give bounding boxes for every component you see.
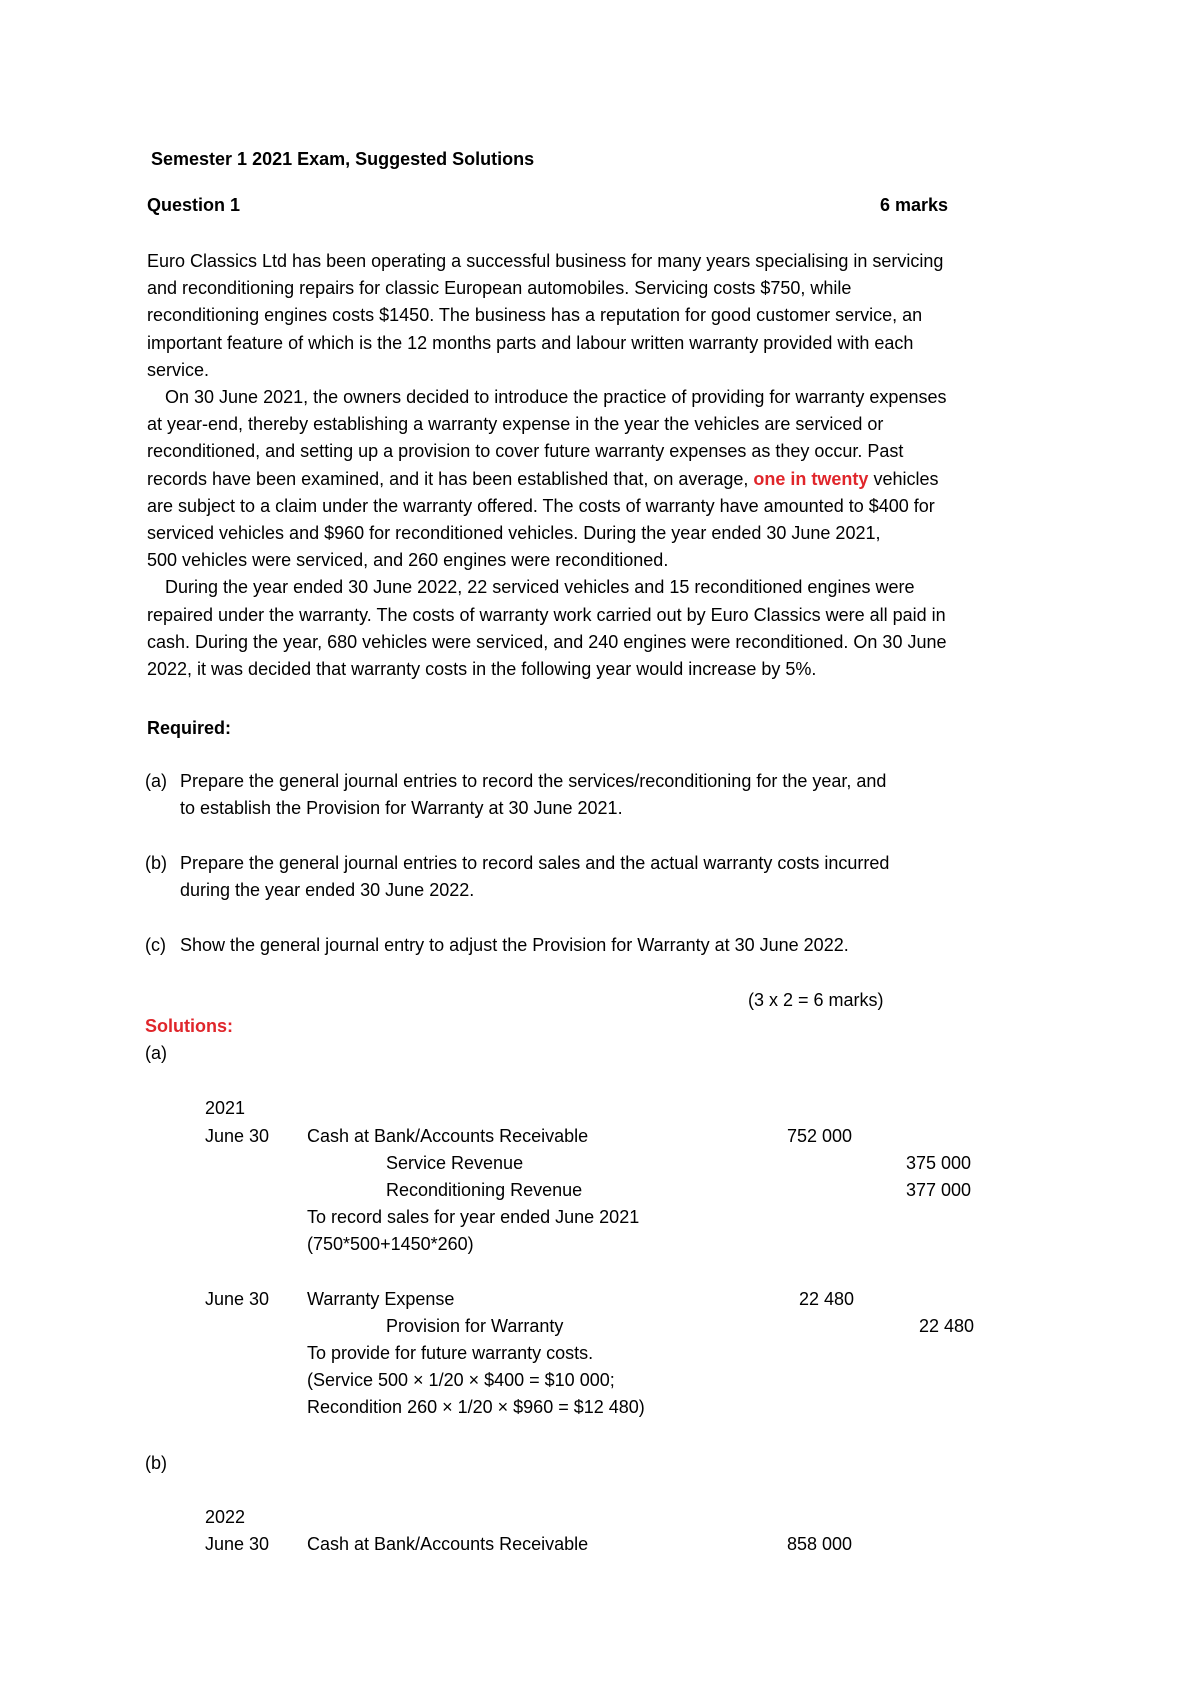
intro-line: During the year ended 30 June 2022, 22 serviced vehicles and 15 reconditioned engines were xyxy=(165,577,915,598)
credit-amount: 377 000 xyxy=(906,1180,972,1200)
debit-account: Cash at Bank/Accounts Receivable xyxy=(307,1534,589,1554)
narration: To record sales for year ended June 2021 xyxy=(307,1207,640,1227)
intro-line: serviced vehicles and $960 for reconditioned vehicles. During the year ended 30 June 2021, xyxy=(147,523,881,544)
debit-amount: 858 000 xyxy=(787,1534,853,1554)
debit-account: Cash at Bank/Accounts Receivable xyxy=(307,1126,589,1146)
solutions-heading: Solutions: xyxy=(145,1016,233,1036)
intro-line-highlight xyxy=(147,466,1087,493)
credit-amount: 22 480 xyxy=(919,1316,975,1336)
intro-line: and reconditioning repairs for classic European automobiles. Servicing costs $750, while xyxy=(147,278,852,299)
intro-line: are subject to a claim under the warranty offered. The costs of warranty have amounted to $400 for xyxy=(147,495,935,516)
item-text: Show the general journal entry to adjust the Provision for Warranty at 30 June 2022. xyxy=(180,935,849,955)
entry-date: June 30 xyxy=(205,1534,270,1554)
intro-line: Euro Classics Ltd has been operating a successful business for many years specialising in servicing xyxy=(147,251,944,271)
intro-line: repaired under the warranty. The costs of warranty work carried out by Euro Classics were all paid in xyxy=(147,604,946,625)
intro-line: important feature of which is the 12 months parts and labour written warranty provided with each xyxy=(147,332,914,353)
document-title: Semester 1 2021 Exam, Suggested Solutions xyxy=(151,149,535,169)
intro-line: reconditioning engines costs $1450. The business has a reputation for good customer service, an xyxy=(147,305,923,326)
intro-line: On 30 June 2021, the owners decided to introduce the practice of providing for warranty expenses xyxy=(165,387,947,408)
intro-line: cash. During the year, 680 vehicles were serviced, and 240 engines were reconditioned. On 30 June xyxy=(147,631,947,652)
question-text xyxy=(147,248,1087,683)
intro-line: at year-end, thereby establishing a warranty expense in the year the vehicles are serviced or xyxy=(147,414,884,435)
item-label: (c) xyxy=(145,935,166,955)
debit-account: Warranty Expense xyxy=(307,1289,455,1309)
debit-amount: 752 000 xyxy=(787,1126,853,1146)
narration: (750*500+1450*260) xyxy=(307,1234,474,1254)
highlight-after: vehicles xyxy=(868,468,939,489)
marks-note: (3 x 2 = 6 marks) xyxy=(748,990,884,1010)
intro-line: reconditioned, and setting up a provision to cover future warranty expenses as they occur. Past xyxy=(147,441,904,462)
year-label: 2022 xyxy=(205,1507,246,1527)
item-text-cont: to establish the Provision for Warranty at 30 June 2021. xyxy=(180,798,623,818)
item-label: (a) xyxy=(145,771,167,791)
item-text-cont: during the year ended 30 June 2022. xyxy=(180,880,475,900)
required-item-b xyxy=(145,850,889,904)
question-label: Question 1 xyxy=(147,195,241,215)
credit-account: Service Revenue xyxy=(386,1153,524,1173)
credit-amount: 375 000 xyxy=(906,1153,972,1173)
entry-date: June 30 xyxy=(205,1126,270,1146)
year-label: 2021 xyxy=(205,1098,246,1118)
item-label: (b) xyxy=(145,853,167,873)
intro-line: service. xyxy=(147,359,210,380)
required-item-c xyxy=(145,932,849,959)
credit-account: Provision for Warranty xyxy=(386,1316,564,1336)
narration: (Service 500 × 1/20 × $400 = $10 000; xyxy=(307,1370,615,1390)
highlight-text: one in twenty xyxy=(753,468,869,489)
intro-line: 2022, it was decided that warranty costs in the following year would increase by 5%. xyxy=(147,659,817,680)
required-item-a xyxy=(145,768,886,822)
highlight-before: records have been examined, and it has been established that, on average, xyxy=(147,468,754,489)
narration: Recondition 260 × 1/20 × $960 = $12 480) xyxy=(307,1397,645,1417)
intro-line: 500 vehicles were serviced, and 260 engines were reconditioned. xyxy=(147,550,669,571)
part-b-label: (b) xyxy=(145,1453,167,1473)
item-text: Prepare the general journal entries to record the services/reconditioning for the year, and xyxy=(180,771,887,791)
entry-date: June 30 xyxy=(205,1289,270,1309)
debit-amount: 22 480 xyxy=(799,1289,855,1309)
item-text: Prepare the general journal entries to record sales and the actual warranty costs incurred xyxy=(180,853,890,873)
narration: To provide for future warranty costs. xyxy=(307,1343,594,1363)
credit-account: Reconditioning Revenue xyxy=(386,1180,583,1200)
question-marks: 6 marks xyxy=(880,195,949,215)
part-a-label: (a) xyxy=(145,1043,167,1063)
required-heading: Required: xyxy=(147,718,232,738)
